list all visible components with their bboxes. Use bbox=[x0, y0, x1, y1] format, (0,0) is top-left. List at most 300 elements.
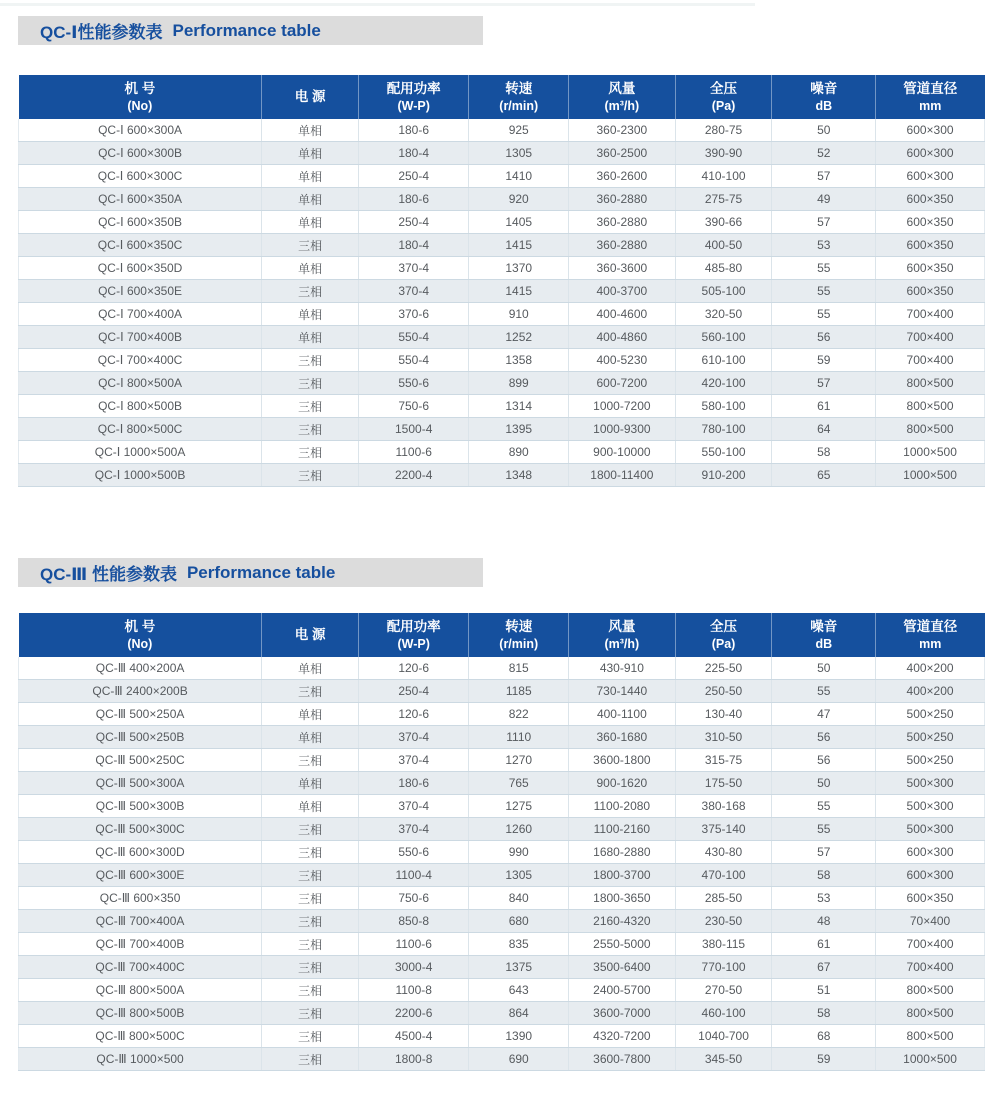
cell-pressure: 175-50 bbox=[675, 772, 772, 795]
cell-model: QC-Ⅲ 500×300B bbox=[19, 795, 262, 818]
table-row bbox=[19, 119, 985, 142]
cell-rated-power: 370-4 bbox=[359, 749, 469, 772]
col-header-rated-power bbox=[359, 75, 469, 119]
col-header-model bbox=[19, 75, 262, 119]
cell-duct-size: 600×300 bbox=[876, 165, 985, 188]
cell-rated-power: 250-4 bbox=[359, 211, 469, 234]
section-title-zh: QC-Ⅰ性能参数表 bbox=[40, 23, 163, 42]
cell-duct-size: 600×350 bbox=[876, 887, 985, 910]
cell-duct-size: 600×300 bbox=[876, 142, 985, 165]
col-header-pressure bbox=[675, 75, 772, 119]
cell-noise: 58 bbox=[772, 864, 876, 887]
col-header-unit: mm bbox=[919, 636, 942, 651]
cell-duct-size: 600×300 bbox=[876, 119, 985, 142]
cell-model: QC-Ⅰ 700×400C bbox=[19, 349, 262, 372]
cell-speed: 835 bbox=[469, 933, 569, 956]
table-row bbox=[19, 165, 985, 188]
cell-duct-size: 500×250 bbox=[876, 749, 985, 772]
col-header-unit: (No) bbox=[127, 636, 153, 651]
cell-power-source: 单相 bbox=[262, 119, 359, 142]
cell-air-volume: 400-5230 bbox=[569, 349, 675, 372]
cell-model: QC-Ⅲ 700×400B bbox=[19, 933, 262, 956]
cell-air-volume: 2400-5700 bbox=[569, 979, 675, 1002]
cell-pressure: 460-100 bbox=[675, 1002, 772, 1025]
cell-pressure: 580-100 bbox=[675, 395, 772, 418]
cell-pressure: 285-50 bbox=[675, 887, 772, 910]
cell-duct-size: 600×350 bbox=[876, 280, 985, 303]
cell-duct-size: 800×500 bbox=[876, 1025, 985, 1048]
cell-pressure: 910-200 bbox=[675, 464, 772, 487]
cell-pressure: 345-50 bbox=[675, 1048, 772, 1071]
cell-noise: 55 bbox=[772, 818, 876, 841]
cell-speed: 1405 bbox=[469, 211, 569, 234]
cell-model: QC-Ⅰ 700×400B bbox=[19, 326, 262, 349]
cell-air-volume: 400-4600 bbox=[569, 303, 675, 326]
cell-model: QC-Ⅲ 700×400A bbox=[19, 910, 262, 933]
cell-model: QC-Ⅰ 600×350D bbox=[19, 257, 262, 280]
cell-air-volume: 1100-2080 bbox=[569, 795, 675, 818]
cell-air-volume: 430-910 bbox=[569, 657, 675, 680]
col-header-unit: (m³/h) bbox=[604, 98, 640, 113]
cell-air-volume: 360-2880 bbox=[569, 211, 675, 234]
cell-power-source: 三相 bbox=[262, 910, 359, 933]
cell-duct-size: 600×300 bbox=[876, 841, 985, 864]
cell-pressure: 420-100 bbox=[675, 372, 772, 395]
cell-pressure: 270-50 bbox=[675, 979, 772, 1002]
cell-power-source: 三相 bbox=[262, 441, 359, 464]
cell-pressure: 320-50 bbox=[675, 303, 772, 326]
cell-duct-size: 1000×500 bbox=[876, 1048, 985, 1071]
cell-power-source: 三相 bbox=[262, 418, 359, 441]
cell-power-source: 三相 bbox=[262, 1025, 359, 1048]
table-row bbox=[19, 956, 985, 979]
table-row bbox=[19, 772, 985, 795]
col-header-label: 噪音 bbox=[810, 80, 838, 96]
table-row bbox=[19, 418, 985, 441]
table-row bbox=[19, 795, 985, 818]
cell-noise: 50 bbox=[772, 657, 876, 680]
col-header-air-volume bbox=[569, 613, 675, 657]
cell-rated-power: 120-6 bbox=[359, 657, 469, 680]
cell-duct-size: 700×400 bbox=[876, 303, 985, 326]
cell-model: QC-Ⅰ 600×300A bbox=[19, 119, 262, 142]
cell-rated-power: 250-4 bbox=[359, 680, 469, 703]
cell-model: QC-Ⅲ 700×400C bbox=[19, 956, 262, 979]
cell-noise: 53 bbox=[772, 234, 876, 257]
col-header-label: 全压 bbox=[710, 80, 738, 96]
cell-model: QC-Ⅰ 1000×500A bbox=[19, 441, 262, 464]
cell-noise: 57 bbox=[772, 372, 876, 395]
cell-power-source: 三相 bbox=[262, 749, 359, 772]
cell-air-volume: 360-3600 bbox=[569, 257, 675, 280]
cell-model: QC-Ⅰ 600×300C bbox=[19, 165, 262, 188]
cell-rated-power: 2200-6 bbox=[359, 1002, 469, 1025]
cell-speed: 990 bbox=[469, 841, 569, 864]
cell-duct-size: 600×350 bbox=[876, 234, 985, 257]
cell-rated-power: 550-6 bbox=[359, 841, 469, 864]
col-header-label: 管道直径 bbox=[903, 80, 958, 96]
cell-duct-size: 1000×500 bbox=[876, 441, 985, 464]
cell-duct-size: 400×200 bbox=[876, 680, 985, 703]
table-row bbox=[19, 680, 985, 703]
col-header-label: 配用功率 bbox=[386, 80, 441, 96]
cell-duct-size: 400×200 bbox=[876, 657, 985, 680]
cell-power-source: 三相 bbox=[262, 864, 359, 887]
cell-model: QC-Ⅰ 800×500B bbox=[19, 395, 262, 418]
cell-model: QC-Ⅲ 800×500B bbox=[19, 1002, 262, 1025]
section-title-en: Performance table bbox=[186, 562, 336, 582]
cell-air-volume: 3600-7000 bbox=[569, 1002, 675, 1025]
col-header-label: 电 源 bbox=[294, 88, 326, 104]
cell-speed: 815 bbox=[469, 657, 569, 680]
cell-noise: 55 bbox=[772, 257, 876, 280]
table-row bbox=[19, 464, 985, 487]
cell-pressure: 275-75 bbox=[675, 188, 772, 211]
cell-speed: 1305 bbox=[469, 864, 569, 887]
cell-air-volume: 900-1620 bbox=[569, 772, 675, 795]
cell-rated-power: 1800-8 bbox=[359, 1048, 469, 1071]
cell-noise: 57 bbox=[772, 841, 876, 864]
cell-power-source: 三相 bbox=[262, 1048, 359, 1071]
cell-speed: 910 bbox=[469, 303, 569, 326]
col-header-label: 电 源 bbox=[294, 626, 326, 642]
cell-rated-power: 120-6 bbox=[359, 703, 469, 726]
cell-pressure: 280-75 bbox=[675, 119, 772, 142]
cell-duct-size: 700×400 bbox=[876, 326, 985, 349]
table-row bbox=[19, 349, 985, 372]
table-row bbox=[19, 657, 985, 680]
col-header-unit: (Pa) bbox=[711, 636, 736, 651]
cell-rated-power: 1100-6 bbox=[359, 441, 469, 464]
table-row bbox=[19, 188, 985, 211]
cell-power-source: 三相 bbox=[262, 979, 359, 1002]
cell-pressure: 130-40 bbox=[675, 703, 772, 726]
cell-power-source: 单相 bbox=[262, 303, 359, 326]
cell-model: QC-Ⅰ 600×350C bbox=[19, 234, 262, 257]
cell-model: QC-Ⅰ 1000×500B bbox=[19, 464, 262, 487]
cell-air-volume: 730-1440 bbox=[569, 680, 675, 703]
cell-rated-power: 850-8 bbox=[359, 910, 469, 933]
cell-power-source: 单相 bbox=[262, 326, 359, 349]
cell-rated-power: 1100-8 bbox=[359, 979, 469, 1002]
cell-power-source: 三相 bbox=[262, 680, 359, 703]
col-header-label: 转速 bbox=[505, 618, 533, 634]
col-header-unit: dB bbox=[815, 98, 833, 113]
cell-air-volume: 4320-7200 bbox=[569, 1025, 675, 1048]
cell-noise: 57 bbox=[772, 211, 876, 234]
cell-speed: 890 bbox=[469, 441, 569, 464]
table-row bbox=[19, 841, 985, 864]
cell-speed: 765 bbox=[469, 772, 569, 795]
cell-noise: 56 bbox=[772, 326, 876, 349]
table-row bbox=[19, 395, 985, 418]
table-row bbox=[19, 211, 985, 234]
cell-noise: 65 bbox=[772, 464, 876, 487]
cell-power-source: 三相 bbox=[262, 234, 359, 257]
cell-noise: 49 bbox=[772, 188, 876, 211]
col-header-unit: (W-P) bbox=[397, 98, 430, 113]
cell-rated-power: 750-6 bbox=[359, 887, 469, 910]
col-header-label: 配用功率 bbox=[386, 618, 441, 634]
cell-speed: 1358 bbox=[469, 349, 569, 372]
cell-air-volume: 3600-7800 bbox=[569, 1048, 675, 1071]
cell-duct-size: 700×400 bbox=[876, 349, 985, 372]
table-row bbox=[19, 749, 985, 772]
cell-duct-size: 700×400 bbox=[876, 933, 985, 956]
cell-air-volume: 3500-6400 bbox=[569, 956, 675, 979]
cell-speed: 680 bbox=[469, 910, 569, 933]
table-row bbox=[19, 726, 985, 749]
cell-air-volume: 900-10000 bbox=[569, 441, 675, 464]
cell-pressure: 250-50 bbox=[675, 680, 772, 703]
cell-rated-power: 2200-4 bbox=[359, 464, 469, 487]
cell-power-source: 单相 bbox=[262, 726, 359, 749]
cell-model: QC-Ⅲ 600×300D bbox=[19, 841, 262, 864]
table-row bbox=[19, 818, 985, 841]
cell-pressure: 780-100 bbox=[675, 418, 772, 441]
cell-duct-size: 800×500 bbox=[876, 372, 985, 395]
header-row bbox=[19, 613, 985, 657]
cell-pressure: 550-100 bbox=[675, 441, 772, 464]
col-header-pressure bbox=[675, 613, 772, 657]
cell-pressure: 470-100 bbox=[675, 864, 772, 887]
cell-noise: 56 bbox=[772, 726, 876, 749]
col-header-label: 机 号 bbox=[124, 618, 156, 634]
cell-model: QC-Ⅲ 500×300C bbox=[19, 818, 262, 841]
cell-speed: 643 bbox=[469, 979, 569, 1002]
cell-model: QC-Ⅰ 600×350A bbox=[19, 188, 262, 211]
cell-power-source: 单相 bbox=[262, 165, 359, 188]
cell-air-volume: 3600-1800 bbox=[569, 749, 675, 772]
table-row bbox=[19, 864, 985, 887]
cell-power-source: 单相 bbox=[262, 703, 359, 726]
cell-pressure: 310-50 bbox=[675, 726, 772, 749]
cell-noise: 55 bbox=[772, 795, 876, 818]
cell-model: QC-Ⅰ 600×350B bbox=[19, 211, 262, 234]
cell-speed: 864 bbox=[469, 1002, 569, 1025]
table-row bbox=[19, 1048, 985, 1071]
cell-air-volume: 1000-7200 bbox=[569, 395, 675, 418]
cell-noise: 58 bbox=[772, 1002, 876, 1025]
cell-model: QC-Ⅲ 500×250A bbox=[19, 703, 262, 726]
cell-air-volume: 1800-3700 bbox=[569, 864, 675, 887]
col-header-speed bbox=[469, 75, 569, 119]
table-row bbox=[19, 257, 985, 280]
col-header-unit: (W-P) bbox=[397, 636, 430, 651]
cell-duct-size: 800×500 bbox=[876, 395, 985, 418]
col-header-unit: mm bbox=[919, 98, 942, 113]
table-row bbox=[19, 887, 985, 910]
cell-pressure: 400-50 bbox=[675, 234, 772, 257]
cell-duct-size: 800×500 bbox=[876, 1002, 985, 1025]
cell-noise: 47 bbox=[772, 703, 876, 726]
cell-noise: 59 bbox=[772, 1048, 876, 1071]
cell-duct-size: 600×300 bbox=[876, 864, 985, 887]
cell-power-source: 三相 bbox=[262, 372, 359, 395]
cell-rated-power: 370-4 bbox=[359, 726, 469, 749]
cell-speed: 1348 bbox=[469, 464, 569, 487]
cell-speed: 1275 bbox=[469, 795, 569, 818]
cell-duct-size: 500×250 bbox=[876, 726, 985, 749]
cell-speed: 840 bbox=[469, 887, 569, 910]
cell-speed: 920 bbox=[469, 188, 569, 211]
col-header-label: 风量 bbox=[608, 80, 636, 96]
cell-model: QC-Ⅲ 800×500A bbox=[19, 979, 262, 1002]
cell-rated-power: 550-6 bbox=[359, 372, 469, 395]
table-row bbox=[19, 1002, 985, 1025]
cell-rated-power: 180-6 bbox=[359, 772, 469, 795]
cell-rated-power: 180-4 bbox=[359, 234, 469, 257]
table-row bbox=[19, 933, 985, 956]
cell-speed: 1415 bbox=[469, 280, 569, 303]
cell-speed: 899 bbox=[469, 372, 569, 395]
col-header-rated-power bbox=[359, 613, 469, 657]
cell-pressure: 375-140 bbox=[675, 818, 772, 841]
cell-rated-power: 370-4 bbox=[359, 818, 469, 841]
cell-power-source: 单相 bbox=[262, 795, 359, 818]
cell-air-volume: 2550-5000 bbox=[569, 933, 675, 956]
cell-noise: 57 bbox=[772, 165, 876, 188]
cell-air-volume: 360-2880 bbox=[569, 188, 675, 211]
cell-air-volume: 2160-4320 bbox=[569, 910, 675, 933]
cell-noise: 51 bbox=[772, 979, 876, 1002]
cell-air-volume: 400-4860 bbox=[569, 326, 675, 349]
col-header-label: 风量 bbox=[608, 618, 636, 634]
cell-rated-power: 180-4 bbox=[359, 142, 469, 165]
cell-rated-power: 180-6 bbox=[359, 188, 469, 211]
cell-speed: 1185 bbox=[469, 680, 569, 703]
cell-rated-power: 250-4 bbox=[359, 165, 469, 188]
cell-air-volume: 1800-11400 bbox=[569, 464, 675, 487]
cell-speed: 1415 bbox=[469, 234, 569, 257]
col-header-model bbox=[19, 613, 262, 657]
cell-pressure: 380-115 bbox=[675, 933, 772, 956]
cell-rated-power: 550-4 bbox=[359, 349, 469, 372]
col-header-power-source bbox=[262, 613, 359, 657]
cell-speed: 1314 bbox=[469, 395, 569, 418]
cell-pressure: 1040-700 bbox=[675, 1025, 772, 1048]
cell-model: QC-Ⅲ 500×250C bbox=[19, 749, 262, 772]
performance-table-qc1 bbox=[18, 75, 985, 487]
cell-speed: 690 bbox=[469, 1048, 569, 1071]
col-header-duct-size bbox=[876, 613, 985, 657]
cell-speed: 1252 bbox=[469, 326, 569, 349]
cell-noise: 55 bbox=[772, 680, 876, 703]
cell-model: QC-Ⅲ 600×300E bbox=[19, 864, 262, 887]
cell-air-volume: 600-7200 bbox=[569, 372, 675, 395]
cell-power-source: 三相 bbox=[262, 349, 359, 372]
cell-noise: 59 bbox=[772, 349, 876, 372]
cell-pressure: 430-80 bbox=[675, 841, 772, 864]
cell-air-volume: 360-2880 bbox=[569, 234, 675, 257]
cell-duct-size: 500×250 bbox=[876, 703, 985, 726]
cell-rated-power: 1100-4 bbox=[359, 864, 469, 887]
cell-model: QC-Ⅲ 500×250B bbox=[19, 726, 262, 749]
cell-pressure: 390-90 bbox=[675, 142, 772, 165]
table-row bbox=[19, 703, 985, 726]
cell-rated-power: 370-6 bbox=[359, 303, 469, 326]
table-row bbox=[19, 326, 985, 349]
cell-air-volume: 360-2500 bbox=[569, 142, 675, 165]
cell-speed: 1410 bbox=[469, 165, 569, 188]
table-row bbox=[19, 280, 985, 303]
cell-duct-size: 500×300 bbox=[876, 772, 985, 795]
cell-pressure: 380-168 bbox=[675, 795, 772, 818]
cell-model: QC-Ⅰ 800×500A bbox=[19, 372, 262, 395]
cell-air-volume: 1800-3650 bbox=[569, 887, 675, 910]
cell-noise: 68 bbox=[772, 1025, 876, 1048]
cell-power-source: 三相 bbox=[262, 887, 359, 910]
cell-rated-power: 370-4 bbox=[359, 257, 469, 280]
page-top-divider bbox=[0, 3, 755, 6]
cell-rated-power: 180-6 bbox=[359, 119, 469, 142]
cell-pressure: 410-100 bbox=[675, 165, 772, 188]
cell-duct-size: 800×500 bbox=[876, 979, 985, 1002]
col-header-label: 转速 bbox=[505, 80, 533, 96]
cell-speed: 1370 bbox=[469, 257, 569, 280]
table-row bbox=[19, 979, 985, 1002]
cell-rated-power: 1100-6 bbox=[359, 933, 469, 956]
cell-duct-size: 800×500 bbox=[876, 418, 985, 441]
col-header-label: 机 号 bbox=[124, 80, 156, 96]
cell-speed: 1270 bbox=[469, 749, 569, 772]
col-header-noise bbox=[772, 613, 876, 657]
cell-noise: 53 bbox=[772, 887, 876, 910]
cell-pressure: 225-50 bbox=[675, 657, 772, 680]
cell-air-volume: 400-1100 bbox=[569, 703, 675, 726]
col-header-air-volume bbox=[569, 75, 675, 119]
cell-rated-power: 750-6 bbox=[359, 395, 469, 418]
col-header-unit: dB bbox=[815, 636, 833, 651]
cell-noise: 61 bbox=[772, 933, 876, 956]
cell-duct-size: 500×300 bbox=[876, 795, 985, 818]
cell-model: QC-Ⅲ 1000×500 bbox=[19, 1048, 262, 1071]
cell-model: QC-Ⅰ 800×500C bbox=[19, 418, 262, 441]
cell-pressure: 315-75 bbox=[675, 749, 772, 772]
section-title-en: Performance table bbox=[172, 20, 321, 40]
cell-air-volume: 360-2300 bbox=[569, 119, 675, 142]
cell-power-source: 单相 bbox=[262, 772, 359, 795]
col-header-speed bbox=[469, 613, 569, 657]
cell-power-source: 三相 bbox=[262, 841, 359, 864]
cell-speed: 1375 bbox=[469, 956, 569, 979]
table-row bbox=[19, 303, 985, 326]
cell-rated-power: 1500-4 bbox=[359, 418, 469, 441]
cell-rated-power: 4500-4 bbox=[359, 1025, 469, 1048]
table-row bbox=[19, 234, 985, 257]
cell-pressure: 230-50 bbox=[675, 910, 772, 933]
cell-speed: 1260 bbox=[469, 818, 569, 841]
col-header-power-source bbox=[262, 75, 359, 119]
cell-noise: 58 bbox=[772, 441, 876, 464]
cell-air-volume: 400-3700 bbox=[569, 280, 675, 303]
cell-noise: 50 bbox=[772, 119, 876, 142]
cell-air-volume: 1680-2880 bbox=[569, 841, 675, 864]
col-header-noise bbox=[772, 75, 876, 119]
cell-speed: 1395 bbox=[469, 418, 569, 441]
header-row bbox=[19, 75, 985, 119]
col-header-unit: (r/min) bbox=[499, 636, 539, 651]
cell-air-volume: 1000-9300 bbox=[569, 418, 675, 441]
cell-noise: 48 bbox=[772, 910, 876, 933]
cell-speed: 822 bbox=[469, 703, 569, 726]
col-header-duct-size bbox=[876, 75, 985, 119]
cell-power-source: 单相 bbox=[262, 257, 359, 280]
section-qc1 bbox=[18, 16, 1000, 487]
cell-air-volume: 360-1680 bbox=[569, 726, 675, 749]
cell-noise: 55 bbox=[772, 280, 876, 303]
cell-pressure: 390-66 bbox=[675, 211, 772, 234]
